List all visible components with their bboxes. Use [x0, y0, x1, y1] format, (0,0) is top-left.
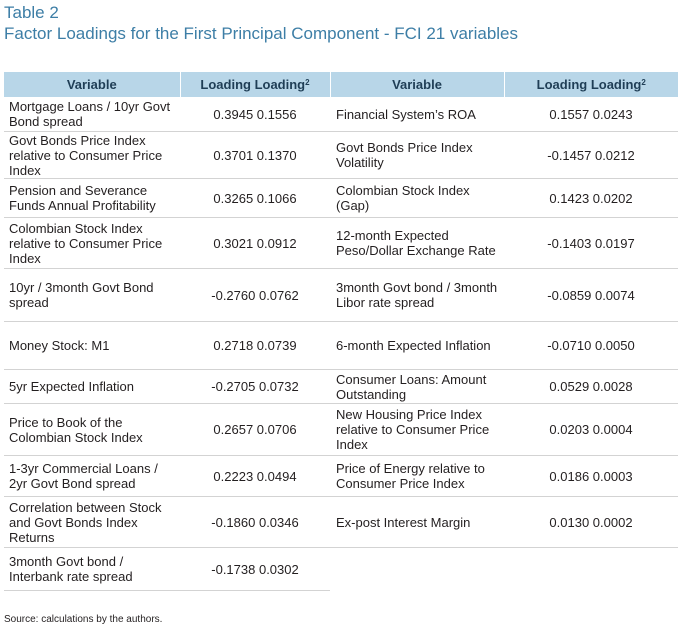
variable-cell: Govt Bonds Price Index relative to Consumer Price Index — [4, 132, 180, 179]
loading-cell: -0.1738 0.0302 — [180, 548, 330, 591]
loading-cell: -0.2760 0.0762 — [180, 269, 330, 322]
variable-cell: 5yr Expected Inflation — [4, 370, 180, 404]
header-variable-left: Variable — [4, 72, 180, 97]
table-number: Table 2 — [4, 3, 59, 22]
variable-cell: Price of Energy relative to Consumer Price Index — [330, 456, 504, 497]
table-row — [4, 179, 678, 218]
factor-loadings-table — [4, 72, 678, 591]
variable-cell: Money Stock: M1 — [4, 322, 180, 370]
table-row — [4, 322, 678, 370]
variable-cell: Colombian Stock Index (Gap) — [330, 179, 504, 218]
loading-cell: 0.1557 0.0243 — [504, 97, 678, 132]
table-row — [4, 370, 678, 404]
table-row — [4, 404, 678, 456]
variable-cell: 3month Govt bond / 3month Libor rate spread — [330, 269, 504, 322]
variable-cell: Financial System’s ROA — [330, 97, 504, 132]
loading-cell: 0.2718 0.0739 — [180, 322, 330, 370]
loading-cell: 0.1423 0.0202 — [504, 179, 678, 218]
variable-cell — [330, 548, 504, 591]
source-note: Source: calculations by the authors. — [4, 614, 163, 625]
variable-cell: Colombian Stock Index relative to Consumer Price Index — [4, 218, 180, 269]
loading-cell: 0.2657 0.0706 — [180, 404, 330, 456]
loading-cell: 0.3701 0.1370 — [180, 132, 330, 179]
header-loading-right — [504, 72, 678, 97]
loading-cell: -0.1457 0.0212 — [504, 132, 678, 179]
loading-cell: 0.3265 0.1066 — [180, 179, 330, 218]
variable-cell: Govt Bonds Price Index Volatility — [330, 132, 504, 179]
table-header-row — [4, 72, 678, 97]
loading-cell: -0.2705 0.0732 — [180, 370, 330, 404]
loading-cell: 0.3945 0.1556 — [180, 97, 330, 132]
variable-cell: 6-month Expected Inflation — [330, 322, 504, 370]
loading-cell: 0.0130 0.0002 — [504, 497, 678, 548]
header-superscript: 2 — [305, 78, 310, 87]
header-superscript: 2 — [641, 78, 646, 87]
loading-cell: 0.0186 0.0003 — [504, 456, 678, 497]
table-row — [4, 456, 678, 497]
header-loading-label: Loading Loading — [200, 77, 306, 92]
loading-cell: 0.0529 0.0028 — [504, 370, 678, 404]
variable-cell: 3month Govt bond / Interbank rate spread — [4, 548, 180, 591]
variable-cell: 12-month Expected Peso/Dollar Exchange Rate — [330, 218, 504, 269]
loading-cell: -0.1403 0.0197 — [504, 218, 678, 269]
loading-cell: 0.3021 0.0912 — [180, 218, 330, 269]
variable-cell: 1-3yr Commercial Loans / 2yr Govt Bond spread — [4, 456, 180, 497]
table-caption — [4, 2, 518, 44]
loading-cell — [504, 548, 678, 591]
table-row — [4, 548, 678, 591]
table-row — [4, 132, 678, 179]
variable-cell: Consumer Loans: Amount Outstanding — [330, 370, 504, 404]
variable-cell: Price to Book of the Colombian Stock Index — [4, 404, 180, 456]
table-title: Factor Loadings for the First Principal Component - FCI 21 variables — [4, 24, 519, 43]
header-loading-left — [180, 72, 330, 97]
variable-cell: Correlation between Stock and Govt Bonds Index Returns — [4, 497, 180, 548]
header-variable-right: Variable — [330, 72, 504, 97]
loading-cell: 0.2223 0.0494 — [180, 456, 330, 497]
loading-cell: -0.1860 0.0346 — [180, 497, 330, 548]
variable-cell: 10yr / 3month Govt Bond spread — [4, 269, 180, 322]
table-row — [4, 218, 678, 269]
variable-cell: New Housing Price Index relative to Consumer Price Index — [330, 404, 504, 456]
table-row — [4, 497, 678, 548]
table-row — [4, 269, 678, 322]
variable-cell: Ex-post Interest Margin — [330, 497, 504, 548]
variable-cell: Mortgage Loans / 10yr Govt Bond spread — [4, 97, 180, 132]
header-loading-label: Loading Loading — [536, 77, 642, 92]
loading-cell: 0.0203 0.0004 — [504, 404, 678, 456]
loading-cell: -0.0859 0.0074 — [504, 269, 678, 322]
loading-cell: -0.0710 0.0050 — [504, 322, 678, 370]
variable-cell: Pension and Severance Funds Annual Profitability — [4, 179, 180, 218]
table-row — [4, 97, 678, 132]
